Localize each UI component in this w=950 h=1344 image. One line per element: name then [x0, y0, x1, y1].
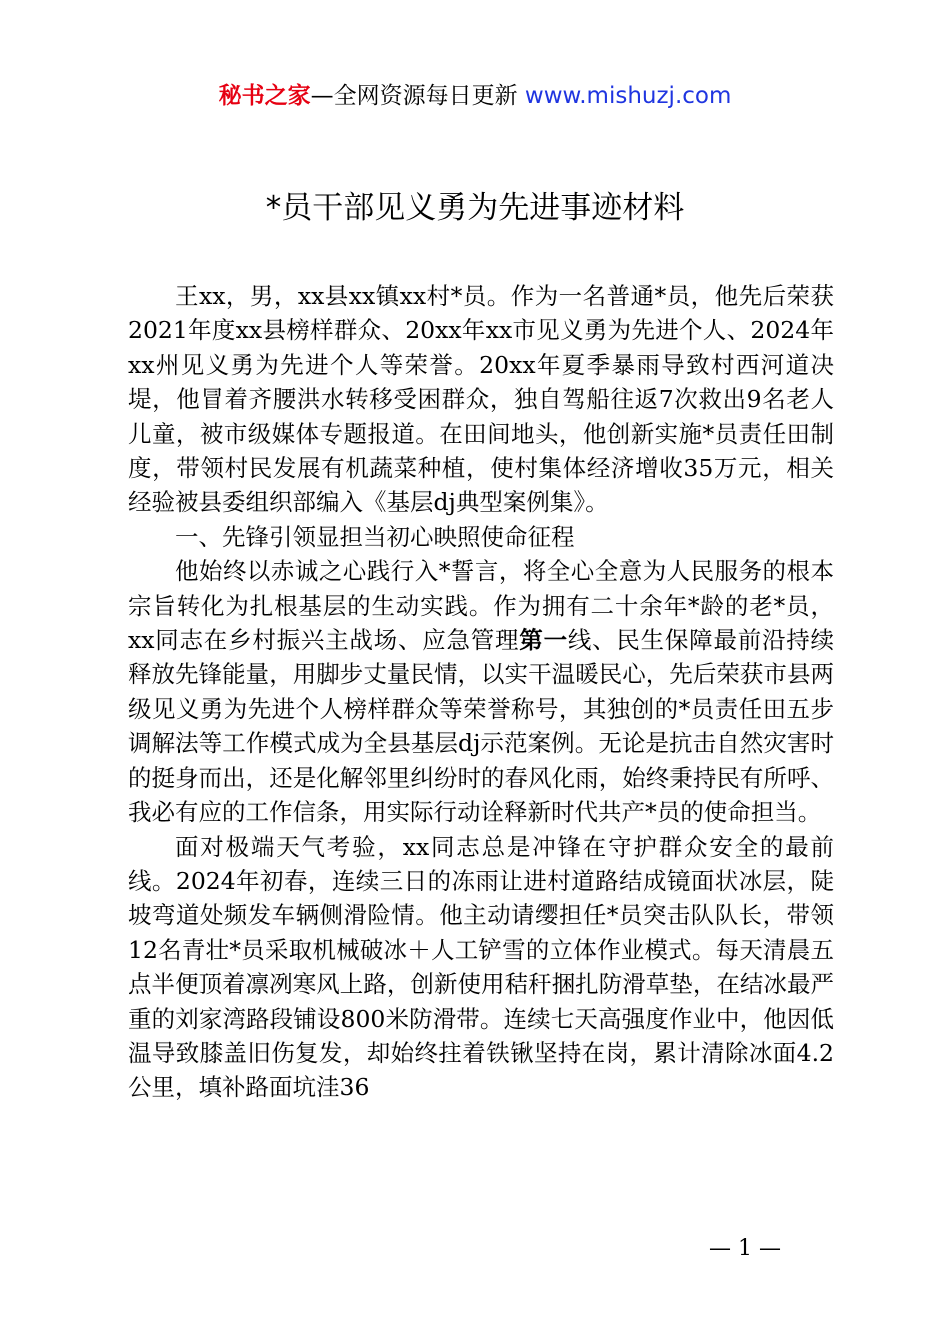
page-number: — 1 — — [709, 1236, 781, 1261]
paragraph-2-bold-text: 第一 — [519, 626, 568, 655]
banner-tagline: —全网资源每日更新 — [310, 83, 518, 109]
banner-url-link[interactable]: www.mishuzj.com — [524, 83, 732, 109]
paragraph-2 — [128, 554, 834, 829]
site-banner — [0, 80, 950, 112]
paragraph-3: 面对极端天气考验，xx同志总是冲锋在守护群众安全的最前线。2024年初春，连续三日的冻雨让进村道路结成镜面状冰层，陡坡弯道处频发车辆侧滑险情。他主动请缨担任*员突击队队长，带领12名青壮*员采取机械破冰＋人工铲雪的立体作业模式。每天清晨五点半便顶着凛冽寒风上路，创新使用秸秆捆扎防滑草垫，在结冰最严重的刘家湾路段铺设800米防滑带。连续七天高强度作业中，他因低温导致膝盖旧伤复发，却始终拄着铁锹坚持在岗，累计清除冰面4.2公里，填补路面坑洼36 — [128, 832, 834, 1102]
section-heading-1: 一、先锋引领显担当初心映照使命征程 — [175, 522, 575, 551]
paragraph-2-part-2: 线、民生保障最前沿持续释放先锋能量，用脚步丈量民情，以实干温暖民心，先后荣获市县两级见义勇为先进个人榜样群众等荣誉称号，其独创的*员责任田五步调解法等工作模式成为全县基层dj示范案例。无论是抗击自然灾害时的挺身而出，还是化解邻里纠纷时的春风化雨，始终秉持民有所呼、我必有应的工作信条，用实际行动诠释新时代共产*员的使命担当。 — [128, 626, 835, 827]
paragraph-2-part-1: 他始终以赤诚之心践行入*誓言，将全心全意为人民服务的根本宗旨转化为扎根基层的生动实践。作为拥有二十余年*龄的老*员，xx同志在乡村振兴主战场、应急管理 — [128, 557, 834, 655]
paragraph-intro: 王xx，男，xx县xx镇xx村*员。作为一名普通*员，他先后荣获2021年度xx县榜样群众、20xx年xx市见义勇为先进个人、2024年xx州见义勇为先进个人等荣誉。20xx年夏季暴雨导致村西河道决堤，他冒着齐腰洪水转移受困群众，独自驾船往返7次救出9名老人儿童，被市级媒体专题报道。在田间地头，他创新实施*员责任田制度，带领村民发展有机蔬菜种植，使村集体经济增收35万元，相关经验被县委组织部编入《基层dj典型案例集》。 — [128, 282, 834, 517]
document-title: *员干部见义勇为先进事迹材料 — [265, 190, 685, 226]
document-body — [128, 279, 834, 1105]
banner-brand: 秘书之家 — [218, 83, 311, 109]
